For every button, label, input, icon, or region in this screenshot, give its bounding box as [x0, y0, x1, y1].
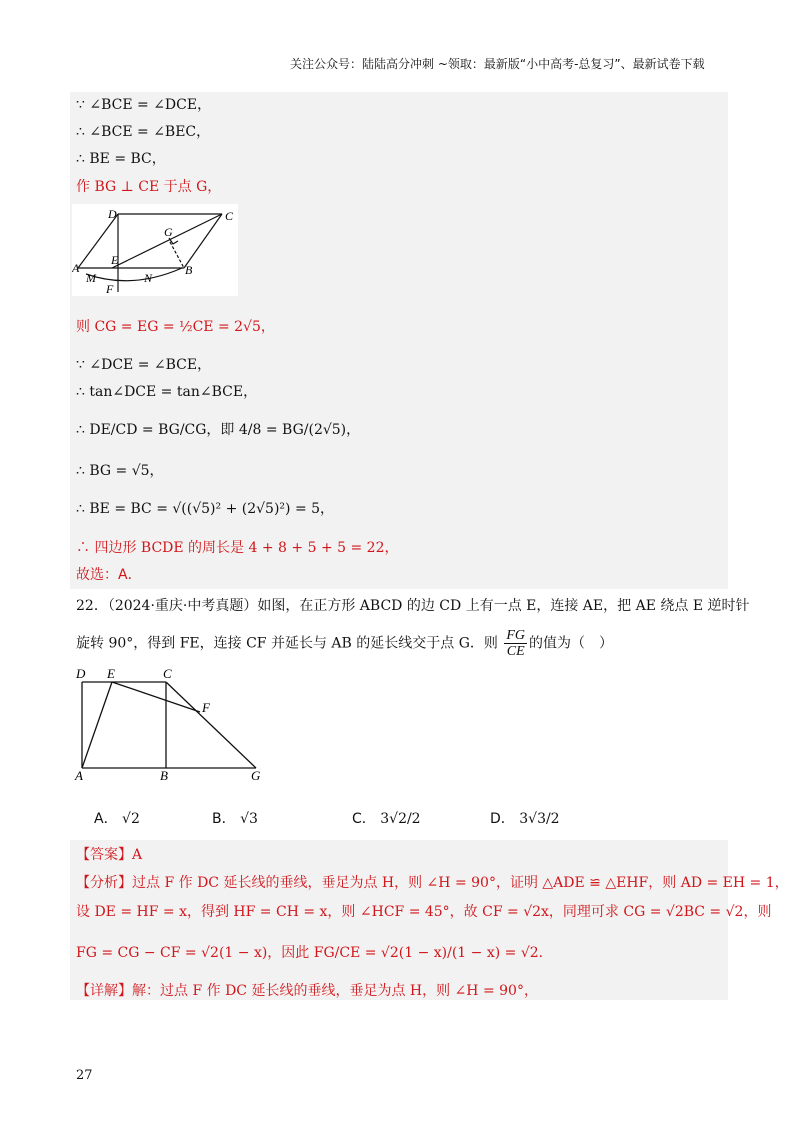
question-fraction: [504, 628, 527, 659]
choice-a-value: √2: [122, 811, 140, 827]
choice-a[interactable]: A． √2: [94, 811, 140, 827]
fig2-label-E: E: [107, 666, 115, 681]
fig2-label-B: B: [160, 768, 168, 782]
page-number: 27: [76, 1068, 93, 1083]
answer-tag: 【答案】: [76, 847, 132, 863]
detail-tag: 【详解】: [76, 983, 132, 999]
question-frac-num: FG: [506, 628, 526, 643]
solution-line-6: ∵ ∠DCE = ∠BCE，: [76, 357, 212, 373]
analysis-tag: 【分析】: [76, 875, 132, 891]
question-line-2: [76, 628, 613, 659]
choice-b[interactable]: B． √3: [212, 811, 258, 827]
fig1-label-M: M: [86, 271, 96, 285]
choice-b-value: √3: [240, 811, 258, 827]
choice-c-value: 3√2/2: [380, 811, 421, 827]
question-text-2a: 旋转 90°，得到 FE，连接 CF 并延长与 AB 的延长线交于点 G．则: [76, 635, 498, 652]
fig1-label-C: C: [225, 209, 234, 223]
fig2-label-D: D: [76, 666, 86, 681]
detail-line: 【详解】解：过点 F 作 DC 延长线的垂线，垂足为点 H，则 ∠H = 90°，: [76, 983, 538, 999]
solution-line-1: ∵ ∠BCE = ∠DCE，: [76, 97, 212, 113]
fig2-label-A: A: [75, 768, 83, 782]
fig1-label-D: D: [108, 207, 117, 221]
question-line-1: [76, 597, 750, 615]
figure-square: [72, 664, 268, 782]
figure-parallelogram: [72, 204, 238, 296]
solution-line-4: 作 BG ⊥ CE 于点 G，: [76, 179, 222, 195]
choice-d[interactable]: D． 3√3/2: [490, 811, 560, 827]
answer-line: [76, 846, 142, 864]
fig2-label-F: F: [202, 700, 210, 715]
solution-line-7: ∴ tan∠DCE = tan∠BCE，: [76, 384, 258, 400]
answer-value: A: [132, 847, 143, 863]
fig1-label-B: B: [185, 263, 193, 277]
solution-line-12: 故选：A．: [76, 567, 142, 583]
analysis-line-2: 设 DE = HF = x，得到 HF = CH = x，则 ∠HCF = 45°，故 CF = √2x，同理可求 CG = √2BC = √2，则: [76, 904, 772, 920]
fig1-label-E: E: [111, 253, 119, 267]
question-frac-den: CE: [506, 644, 525, 659]
solution-line-10: ∴ BE = BC = √((√5)² + (2√5)²) = 5，: [76, 501, 335, 517]
question-text-2b: 的值为（ ）: [529, 635, 614, 652]
solution-line-11: ∴ 四边形 BCDE 的周长是 4 + 8 + 5 + 5 = 22，: [76, 540, 399, 556]
analysis-line-3: FG = CG − CF = √2(1 − x)，因此 FG/CE = √2(1 − x)/(1 − x) = √2．: [76, 945, 553, 961]
fig1-label-A: A: [72, 261, 80, 275]
page-header: 关注公众号：陆陆高分冲刺 ~领取：最新版“小中高考-总复习”、最新试卷下载: [290, 57, 705, 71]
analysis-line-1: 【分析】过点 F 作 DC 延长线的垂线，垂足为点 H，则 ∠H = 90°，证明 △ADE ≌ △EHF，则 AD = EH = 1，: [76, 875, 789, 891]
fig1-label-N: N: [144, 271, 153, 285]
solution-line-3: ∴ BE = BC，: [76, 151, 166, 167]
question-source: （2024·重庆·中考真题）: [107, 598, 258, 614]
solution-line-9: ∴ BG = √5，: [76, 463, 164, 479]
solution-line-5: 则 CG = EG = ½CE = 2√5，: [76, 319, 275, 335]
choice-d-value: 3√3/2: [519, 811, 560, 827]
choice-c[interactable]: C． 3√2/2: [352, 811, 421, 827]
fig2-label-G: G: [251, 768, 261, 782]
question-text-1: 如图，在正方形 ABCD 的边 CD 上有一点 E，连接 AE，把 AE 绕点 E 逆时针: [257, 598, 750, 614]
fig2-label-C: C: [163, 666, 172, 681]
question-number: 22．: [76, 598, 108, 614]
fig1-label-F: F: [106, 282, 114, 296]
fig1-label-G: G: [164, 225, 173, 239]
solution-line-2: ∴ ∠BCE = ∠BEC，: [76, 124, 211, 140]
solution-line-8: ∴ DE/CD = BG/CG，即 4/8 = BG/(2√5)，: [76, 422, 361, 438]
